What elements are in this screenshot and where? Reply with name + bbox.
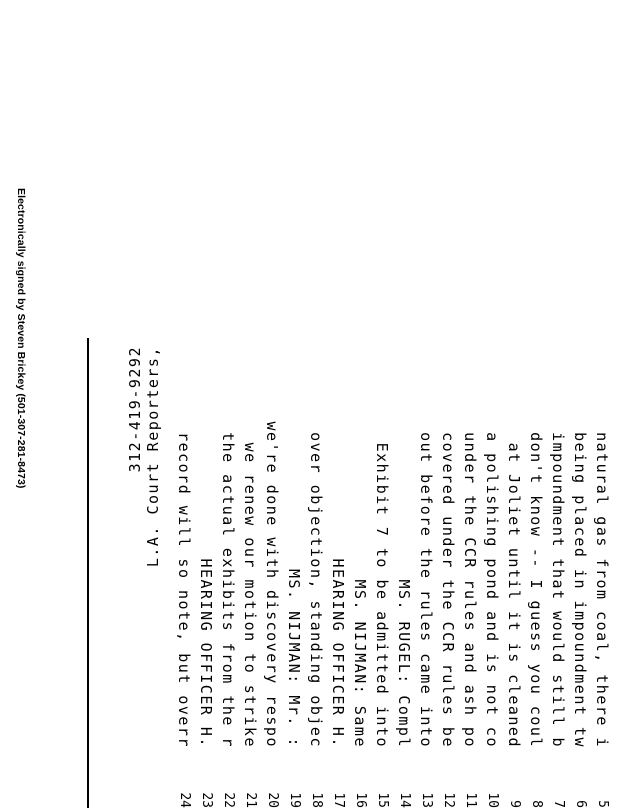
line-text: we renew our motion to strike xyxy=(241,442,259,748)
transcript-line xyxy=(282,338,302,808)
transcript-line xyxy=(370,338,390,808)
line-number: 17 xyxy=(331,792,346,808)
line-number: 11 xyxy=(463,792,478,808)
line-text: HEARING OFFICER H. xyxy=(329,558,347,748)
line-number: 21 xyxy=(243,792,258,808)
line-text: being placed in impoundment tw xyxy=(571,432,589,748)
line-text: record will so note, but overr xyxy=(175,432,193,748)
line-number: 6 xyxy=(573,800,588,808)
transcript-line xyxy=(304,338,324,808)
transcript-line xyxy=(568,338,588,808)
line-number: 10 xyxy=(485,792,500,808)
line-text: don't know -- I guess you coul xyxy=(527,432,545,748)
line-number: 5 xyxy=(595,800,610,808)
line-number: 18 xyxy=(309,792,324,808)
line-number: 16 xyxy=(353,792,368,808)
reporter-name: L.A. Court Reporters, xyxy=(144,346,162,568)
line-text: over objection, standing objec xyxy=(307,432,325,748)
line-number: 9 xyxy=(507,800,522,808)
line-text: natural gas from coal, there i xyxy=(593,432,611,748)
line-text: out before the rules came into xyxy=(417,432,435,748)
transcript-line xyxy=(480,338,500,808)
transcript-line xyxy=(392,338,412,808)
line-number: 8 xyxy=(529,800,544,808)
line-number: 23 xyxy=(199,792,214,808)
line-number: 20 xyxy=(265,792,280,808)
line-text: we're done with discovery respo xyxy=(263,421,281,748)
transcript-line xyxy=(194,338,214,808)
transcript-line xyxy=(546,338,566,808)
transcript-page xyxy=(78,338,618,808)
line-number: 7 xyxy=(551,800,566,808)
line-number: 24 xyxy=(177,792,192,808)
line-number: 14 xyxy=(397,792,412,808)
line-text: MS. NIJMAN: Mr. : xyxy=(285,568,303,748)
line-text: covered under the CCR rules be xyxy=(439,432,457,748)
transcript-line xyxy=(216,338,236,808)
transcript-line xyxy=(590,338,610,808)
page-border xyxy=(87,338,89,808)
line-text: under the CCR rules and ash po xyxy=(461,432,479,748)
line-number: 19 xyxy=(287,792,302,808)
transcript-line xyxy=(326,338,346,808)
line-text: at Joliet until it is cleaned xyxy=(505,442,523,748)
line-text: MS. NIJMAN: Same xyxy=(351,579,369,748)
line-text: HEARING OFFICER H. xyxy=(197,558,215,748)
transcript-line xyxy=(436,338,456,808)
transcript-line xyxy=(502,338,522,808)
electronic-signature-stamp: Electronically signed by Steven Brickey (501-307-281-8473) xyxy=(15,188,27,489)
line-text: a polishing pond and is not co xyxy=(483,432,501,748)
transcript-line xyxy=(524,338,544,808)
line-number: 22 xyxy=(221,792,236,808)
transcript-line xyxy=(172,338,192,808)
transcript-line xyxy=(458,338,478,808)
line-number: 13 xyxy=(419,792,434,808)
reporter-phone: 312-419-9292 xyxy=(126,346,144,473)
line-text: Exhibit 7 to be admitted into xyxy=(373,442,391,748)
transcript-line xyxy=(260,338,280,808)
line-number: 12 xyxy=(441,792,456,808)
line-text: impoundment that would still b xyxy=(549,432,567,748)
transcript-line xyxy=(348,338,368,808)
line-number: 15 xyxy=(375,792,390,808)
transcript-line xyxy=(414,338,434,808)
line-text: MS. RUGEL: Compl xyxy=(395,579,413,748)
transcript-line xyxy=(238,338,258,808)
line-text: the actual exhibits from the r xyxy=(219,432,237,748)
